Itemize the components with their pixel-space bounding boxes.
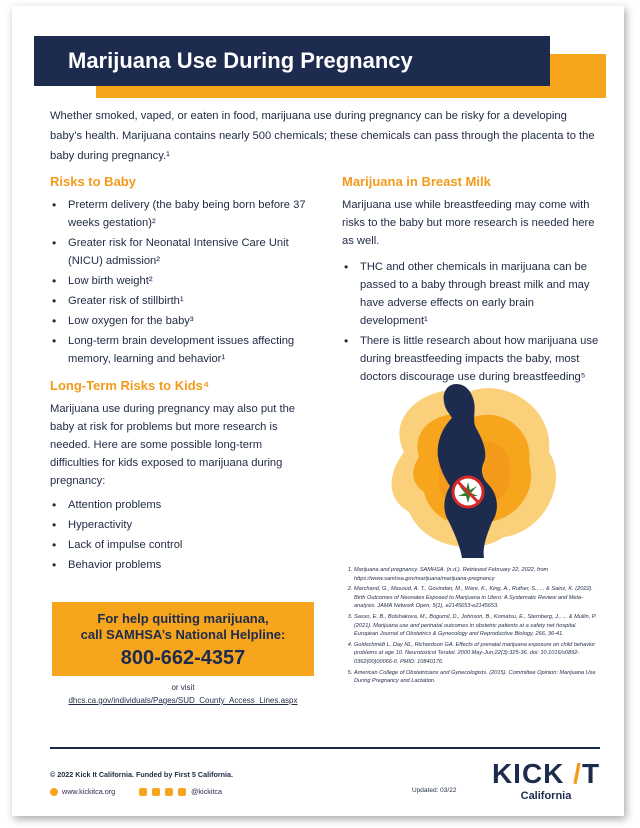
list-item: • Behavior problems <box>50 556 308 574</box>
facebook-icon[interactable] <box>139 788 147 796</box>
social-handle: @kickitca <box>191 787 222 796</box>
list-item: • THC and other chemicals in marijuana can be passed to a baby through breast milk and may have adverse effects on early brain development¹ <box>342 258 604 330</box>
longterm-section <box>50 400 308 576</box>
list-item: • Lack of impulse control <box>50 536 308 554</box>
helpline-box <box>52 602 314 676</box>
copyright-text: © 2022 Kick It California. Funded by First 5 California. <box>50 770 234 779</box>
risks-list <box>50 196 308 370</box>
logo-slash: / <box>573 758 582 789</box>
twitter-icon[interactable] <box>152 788 160 796</box>
breast-milk-section <box>342 196 604 388</box>
helpline-line2: call SAMHSA’s National Helpline: <box>80 627 286 642</box>
reference-item: 3. Sasso, E. B., Bolshakova, M., Bogumil, D., Johnson, B., Komatsu, E., Sternberg, J., ... & Mullin, P. (2021). Marijuana use and perinatal outcomes in obstetric patients at a safety net hospital. European Journal of Obstetrics & Gynecology and Reproductive Biology, 266, 36-41. <box>354 613 602 639</box>
list-item: • Greater risk of stillbirth¹ <box>50 292 308 310</box>
list-item: • Hyperactivity <box>50 516 308 534</box>
longterm-heading: Long-Term Risks to Kids⁴ <box>50 378 210 393</box>
or-visit-text: or visit <box>171 683 195 692</box>
breast-milk-text: Marijuana use while breastfeeding may come with risks to the baby but more research is needed here as well. <box>342 199 595 247</box>
footer-divider <box>50 747 600 749</box>
breast-milk-heading: Marijuana in Breast Milk <box>342 174 491 189</box>
reference-item: 5. American College of Obstetricians and Gynecologists. (2015). Committee Opinion: Marijuana Use During Pregnancy and Lactation. <box>354 669 602 686</box>
list-item: • Long-term brain development issues affecting memory, learning and behavior¹ <box>50 332 308 368</box>
county-access-link[interactable]: dhcs.ca.gov/individuals/Pages/SUD_County_Access_Lines.aspx <box>68 696 298 705</box>
helpline-phone[interactable]: 800-662-4357 <box>120 647 246 669</box>
intro-paragraph: Whether smoked, vaped, or eaten in food, marijuana use during pregnancy can be risky for a developing baby’s health. Marijuana contains nearly 500 chemicals; these chemicals can pass through the placenta to the baby during pregnancy.¹ <box>50 110 595 162</box>
list-item: • Greater risk for Neonatal Intensive Care Unit (NICU) admission² <box>50 234 308 270</box>
list-item: • Low birth weight² <box>50 272 308 290</box>
youtube-icon[interactable] <box>178 788 186 796</box>
footer-contact <box>50 787 222 796</box>
list-item: • Preterm delivery (the baby being born before 37 weeks gestation)² <box>50 196 308 232</box>
list-item: • There is little research about how marijuana use during breastfeeding impacts the baby, most doctors discourage use during breastfeeding⁵ <box>342 332 604 386</box>
longterm-text: Marijuana use during pregnancy may also put the baby at risk for problems but more research is needed. Here are some possible long-term difficulties for kids exposed to marijuana during pregnancy: <box>50 403 296 487</box>
list-item: • Low oxygen for the baby³ <box>50 312 308 330</box>
logo-text-t: T <box>581 758 601 789</box>
logo-text-kick: KICK <box>491 758 565 789</box>
globe-icon <box>50 788 58 796</box>
logo-subtitle: California <box>520 790 572 802</box>
helpline-line1: For help quitting marijuana, <box>97 611 269 626</box>
risks-heading: Risks to Baby <box>50 174 136 189</box>
reference-item: 2. Marchand, G., Masoud, A. T., Govindan, M., Ware, K., King, A., Ruther, S., ... & Sainz, K. (2022). Birth Outcomes of Neonates Exposed to Marijuana in Utero: A Systematic Review and Meta-analysis. JAMA Network Open, 5(1), e2145653-e2145653. <box>354 585 602 611</box>
pregnant-woman-illustration <box>364 362 574 558</box>
no-marijuana-icon <box>453 477 483 507</box>
references <box>340 566 602 688</box>
website-link[interactable]: www.kickitca.org <box>62 787 116 796</box>
flyer-page <box>12 6 624 816</box>
reference-item: 4. Goldschmidt L, Day NL, Richardson GA. Effects of prenatal marijuana exposure on child behavior problems at age 10. Neurotoxicol Teratol. 2000 May-Jun;22(3):325-36. doi: 10.1016/s0892-0362(00)00066-0. PMID: 10840176. <box>354 641 602 667</box>
page-title: Marijuana Use During Pregnancy <box>34 36 550 86</box>
kick-it-logo <box>486 760 606 802</box>
social-icons <box>139 787 222 796</box>
instagram-icon[interactable] <box>165 788 173 796</box>
list-item: • Attention problems <box>50 496 308 514</box>
updated-date: Updated: 03/22 <box>412 787 457 794</box>
reference-item: 1. Marijuana and pregnancy. SAMHSA. (n.d.). Retrieved February 22, 2022, from https://www.samhsa.gov/marijuana/marijuana-pregnancy <box>354 566 602 583</box>
